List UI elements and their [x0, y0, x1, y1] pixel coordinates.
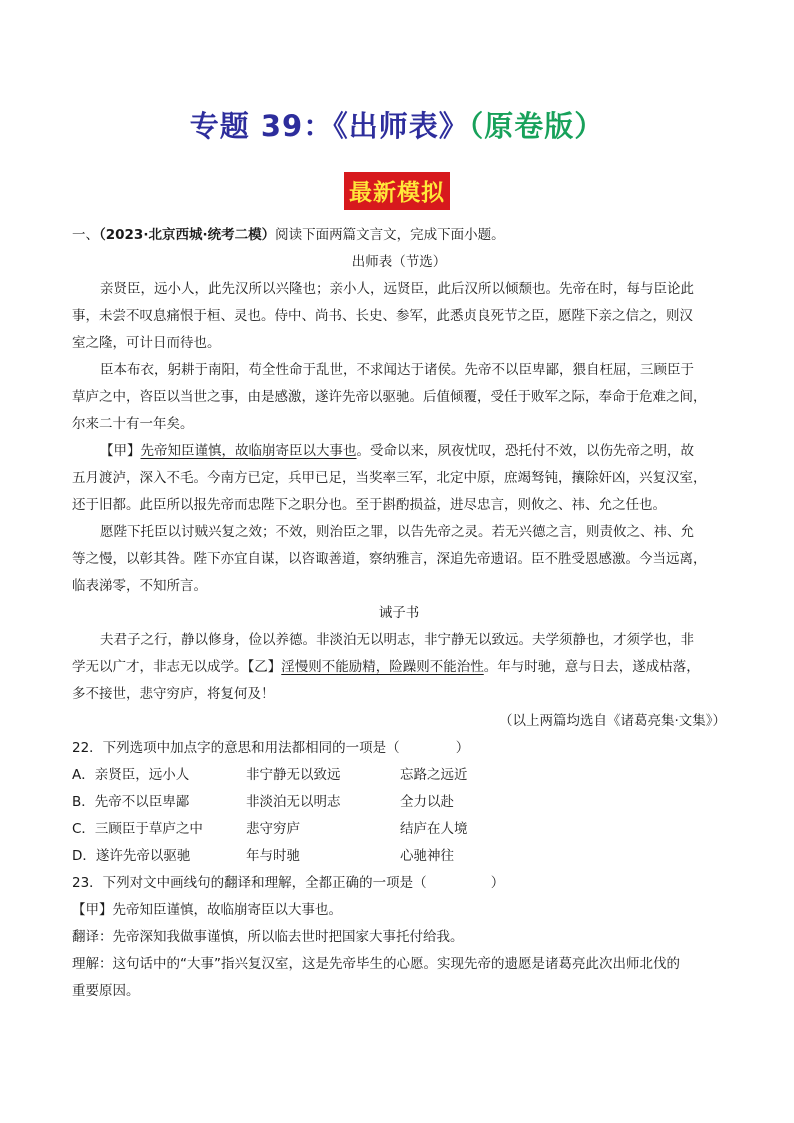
- question-22-stem: 22．下列选项中加点字的意思和用法都相同的一项是（ ）: [72, 740, 470, 756]
- passage1-line: 愿陛下托臣以讨贼兴复之效；不效，则治臣之罪，以告先帝之灵。若无兴德之言，则责攸之、祎、允: [100, 524, 694, 540]
- passage1-jia-line: 【甲】先帝知臣谨慎，故临崩寄臣以大事也。受命以来，夙夜忧叹，恐托付不效，以伤先帝之明，故: [100, 443, 694, 459]
- passage1-line: 亲贤臣，远小人，此先汉所以兴隆也；亲小人，远贤臣，此后汉所以倾颓也。先帝在时，每与臣论此: [100, 281, 694, 297]
- question-23-stem: 23．下列对文中画线句的翻译和理解，全都正确的一项是（ ）: [72, 875, 505, 891]
- question-source: （2023·北京西城·统考二模）: [99, 227, 276, 243]
- option-c[interactable]: C．三顾臣于草庐之中 悲守穷庐 结庐在人境: [72, 821, 468, 837]
- question-23-sentence: 【甲】先帝知臣谨慎，故临崩寄臣以大事也。: [72, 902, 342, 918]
- question-23-understanding: 重要原因。: [72, 983, 140, 999]
- passage1-title: 出师表（节选）: [351, 254, 447, 270]
- content: [72, 222, 726, 1005]
- title-book: 《出师表》: [333, 109, 469, 143]
- passage2-line: 多不接世，悲守穷庐，将复何及！: [72, 686, 275, 702]
- passage1-line: 草庐之中，咨臣以当世之事，由是感激，遂许先帝以驱驰。后值倾覆，受任于败军之际，奉命于危难之间，: [72, 389, 707, 405]
- passage1-line: 等之慢，以彰其咎。陛下亦宜自谋，以咨诹善道，察纳雅言，深追先帝遗诏。臣不胜受恩感激。今当远离，: [72, 551, 707, 567]
- question-23-understanding: 理解：这句话中的“大事”指兴复汉室，这是先帝毕生的心愿。实现先帝的遗愿是诸葛亮此次出师北伐的: [72, 956, 680, 972]
- passage1-line: 临表涕零，不知所言。: [72, 578, 207, 594]
- passage1-line: 还于旧都。此臣所以报先帝而忠陛下之职分也。至于斟酌损益，进尽忠言，则攸之、祎、允之任也。: [72, 497, 666, 513]
- option-b[interactable]: B．先帝不以臣卑鄙 非淡泊无以明志 全力以赴: [72, 794, 454, 810]
- question-intro: 一、（2023·北京西城·统考二模）阅读下面两篇文言文，完成下面小题。: [72, 227, 505, 243]
- passage1-line: 室之隆，可计日而待也。: [72, 335, 221, 351]
- passage1-line: 尔来二十有一年矣。: [72, 416, 194, 432]
- option-a[interactable]: A．亲贤臣，远小人 非宁静无以致远 忘路之远近: [72, 767, 468, 783]
- passage1-line: 五月渡泸，深入不毛。今南方已定，兵甲已足，当奖率三军，北定中原，庶竭驽钝，攘除奸凶，兴复汉室，: [72, 470, 707, 486]
- section-badge: 最新模拟: [344, 172, 450, 210]
- jia-label: 【甲】: [100, 443, 141, 459]
- jia-underlined-sentence: 先帝知臣谨慎，故临崩寄臣以大事也: [140, 443, 357, 459]
- yi-label: 【乙】: [247, 659, 282, 675]
- passage2-line: 夫君子之行，静以修身，俭以养德。非淡泊无以明志，非宁静无以致远。夫学须静也，才须学也，非: [100, 632, 694, 648]
- passage1-line: 事，未尝不叹息痛恨于桓、灵也。侍中、尚书、长史、参军，此悉贞良死节之臣，愿陛下亲之信之，则汉: [72, 308, 693, 324]
- passage-source: （以上两篇均选自《诸葛亮集·文集》）: [498, 713, 726, 729]
- passage2-yi-line: 学无以广才，非志无以成学。【乙】淫慢则不能励精，险躁则不能治性。年与时驰，意与日去，遂成枯落，: [72, 659, 700, 675]
- title-version: （原卷版）: [468, 109, 605, 143]
- question-23-translation: 翻译：先帝深知我做事谨慎，所以临去世时把国家大事托付给我。: [72, 929, 464, 945]
- option-d[interactable]: D．遂许先帝以驱驰 年与时驰 心驰神往: [72, 848, 454, 864]
- yi-underlined-sentence: 淫慢则不能励精，险躁则不能治性: [281, 659, 484, 675]
- page-title: [0, 104, 794, 145]
- title-main: 专题 39：: [189, 109, 334, 143]
- section-badge-row: [0, 172, 794, 210]
- passage1-line: 臣本布衣，躬耕于南阳，苟全性命于乱世，不求闻达于诸侯。先帝不以臣卑鄙，猥自枉屈，三顾臣于: [100, 362, 694, 378]
- passage2-title: 诫子书: [378, 605, 420, 621]
